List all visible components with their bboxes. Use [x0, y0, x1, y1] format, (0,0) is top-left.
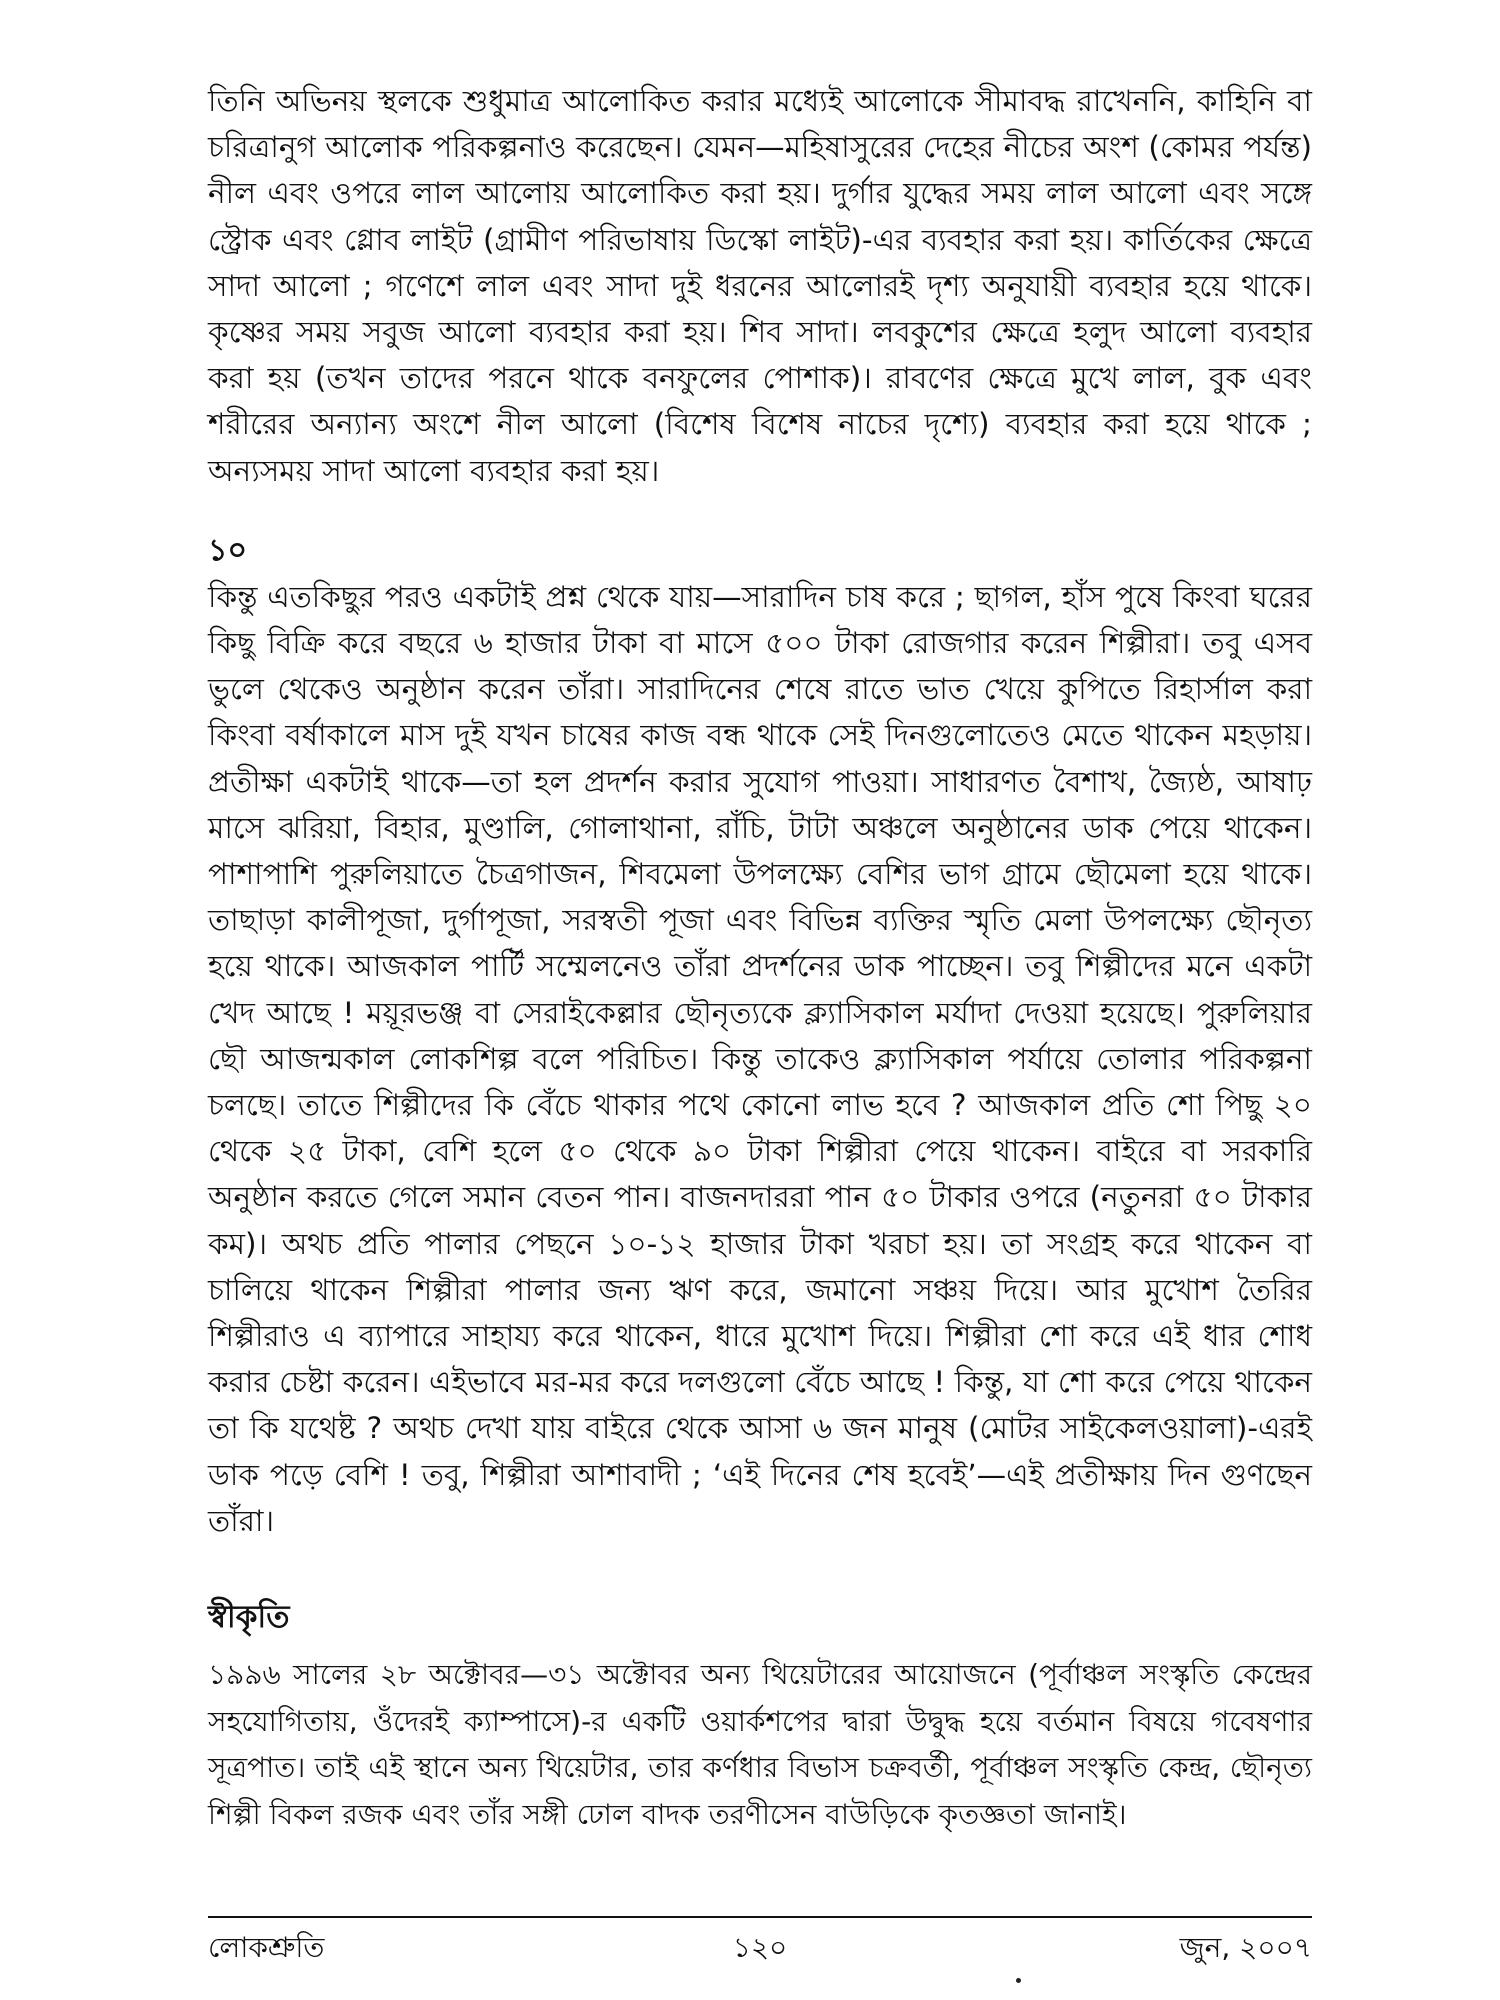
acknowledgement-paragraph: ১৯৯৬ সালের ২৮ অক্টোবর—৩১ অক্টোবর অন্য থিয়েটারের আয়োজনে (পূর্বাঞ্চল সংস্কৃতি কেন্দ্রের সহযোগিতায়, ওঁদেরই ক্যাম্পাসে)-র একটি ওয়ার্কশপের দ্বারা উদ্বুদ্ধ হয়ে বর্তমান বিষয়ে গবেষণার সূত্রপাত। তাই এই স্থানে অন্য থিয়েটার, তার কর্ণধার বিভাস চক্রবর্তী, পূর্বাঞ্চল সংস্কৃতি কেন্দ্র, ছৌনৃত্য শিল্পী বিকল রজক এবং তাঁর সঙ্গী ঢোল বাদক তরণীসেন বাউড়িকে কৃতজ্ঞতা জানাই। [208, 1658, 1312, 1831]
page-footer [208, 1916, 1312, 1968]
footer-row [208, 1918, 1312, 1968]
section-number: ১০ [208, 532, 247, 568]
issue-date: জুন, ২০০৭ [1179, 1931, 1312, 1964]
print-speck [1016, 1978, 1021, 1983]
body-paragraph-lighting: তিনি অভিনয় স্থলকে শুধুমাত্র আলোকিত করার মধ্যেই আলোকে সীমাবদ্ধ রাখেননি, কাহিনি বা চরিত্রানুগ আলোক পরিকল্পনাও করেছেন। যেমন—মহিষাসুরের দেহের নীচের অংশ (কোমর পর্যন্ত) নীল এবং ওপরে লাল আলোয় আলোকিত করা হয়। দুর্গার যুদ্ধের সময় লাল আলো এবং সঙ্গে স্ট্রোক এবং গ্লোব লাইট (গ্রামীণ পরিভাষায় ডিস্কো লাইট)-এর ব্যবহার করা হয়। কার্তিকের ক্ষেত্রে সাদা আলো ; গণেশে লাল এবং সাদা দুই ধরনের আলোরই দৃশ্য অনুযায়ী ব্যবহার হয়ে থাকে। কৃষ্ণের সময় সবুজ আলো ব্যবহার করা হয়। শিব সাদা। লবকুশের ক্ষেত্রে হলুদ আলো ব্যবহার করা হয় (তখন তাদের পরনে থাকে বনফুলের পোশাক)। রাবণের ক্ষেত্রে মুখে লাল, বুক এবং শরীরের অন্যান্য অংশে নীল আলো (বিশেষ বিশেষ নাচের দৃশ্যে) ব্যবহার করা হয়ে থাকে ; অন্যসময় সাদা আলো ব্যবহার করা হয়। [208, 84, 1312, 488]
journal-name: লোকশ্রুতি [208, 1931, 325, 1964]
body-paragraph-livelihood: কিন্তু এতকিছুর পরও একটাই প্রশ্ন থেকে যায়—সারাদিন চাষ করে ; ছাগল, হাঁস পুষে কিংবা ঘরের কিছু বিক্রি করে বছরে ৬ হাজার টাকা বা মাসে ৫০০ টাকা রোজগার করেন শিল্পীরা। তবু এসব ভুলে থেকেও অনুষ্ঠান করেন তাঁরা। সারাদিনের শেষে রাতে ভাত খেয়ে কুপিতে রিহার্সাল করা কিংবা বর্ষাকালে মাস দুই যখন চাষের কাজ বন্ধ থাকে সেই দিনগুলোতেও মেতে থাকেন মহড়ায়। প্রতীক্ষা একটাই থাকে—তা হল প্রদর্শন করার সুযোগ পাওয়া। সাধারণত বৈশাখ, জ্যৈষ্ঠ, আষাঢ় মাসে ঝরিয়া, বিহার, মুণ্ডালি, গোলাথানা, রাঁচি, টাটা অঞ্চলে অনুষ্ঠানের ডাক পেয়ে থাকেন। পাশাপাশি পুরুলিয়াতে চৈত্রগাজন, শিবমেলা উপলক্ষ্যে বেশির ভাগ গ্রামে ছৌমেলা হয়ে থাকে। তাছাড়া কালীপূজা, দুর্গাপূজা, সরস্বতী পূজা এবং বিভিন্ন ব্যক্তির স্মৃতি মেলা উপলক্ষ্যে ছৌনৃত্য হয়ে থাকে। আজকাল পার্টি সম্মেলনেও তাঁরা প্রদর্শনের ডাক পাচ্ছেন। তবু শিল্পীদের মনে একটা খেদ আছে ! ময়ূরভঞ্জ বা সেরাইকেল্লার ছৌনৃত্যকে ক্ল্যাসিকাল মর্যাদা দেওয়া হয়েছে। পুরুলিয়ার ছৌ আজন্মকাল লোকশিল্প বলে পরিচিত। কিন্তু তাকেও ক্ল্যাসিকাল পর্যায়ে তোলার পরিকল্পনা চলছে। তাতে শিল্পীদের কি বেঁচে থাকার পথে কোনো লাভ হবে ? আজকাল প্রতি শো পিছু ২০ থেকে ২৫ টাকা, বেশি হলে ৫০ থেকে ৯০ টাকা শিল্পীরা পেয়ে থাকেন। বাইরে বা সরকারি অনুষ্ঠান করতে গেলে সমান বেতন পান। বাজনদাররা পান ৫০ টাকার ওপরে (নতুনরা ৫০ টাকার কম)। অথচ প্রতি পালার পেছনে ১০-১২ হাজার টাকা খরচা হয়। তা সংগ্রহ করে থাকেন বা চালিয়ে থাকেন শিল্পীরা পালার জন্য ঋণ করে, জমানো সঞ্চয় দিয়ে। আর মুখোশ তৈরির শিল্পীরাও এ ব্যাপারে সাহায্য করে থাকেন, ধারে মুখোশ দিয়ে। শিল্পীরা শো করে এই ধার শোধ করার চেষ্টা করেন। এইভাবে মর-মর করে দলগুলো বেঁচে আছে ! কিন্তু, যা শো করে পেয়ে থাকেন তা কি যথেষ্ট ? অথচ দেখা যায় বাইরে থেকে আসা ৬ জন মানুষ (মোটর সাইকেলওয়ালা)-এরই ডাক পড়ে বেশি ! তবু, শিল্পীরা আশাবাদী ; ‘এই দিনের শেষ হবেই’—এই প্রতীক্ষায় দিন গুণছেন তাঁরা। [208, 579, 1312, 1538]
page-content [208, 78, 1312, 1838]
page-number: ১২০ [732, 1931, 788, 1964]
acknowledgement-heading: স্বীকৃতি [208, 1599, 290, 1636]
